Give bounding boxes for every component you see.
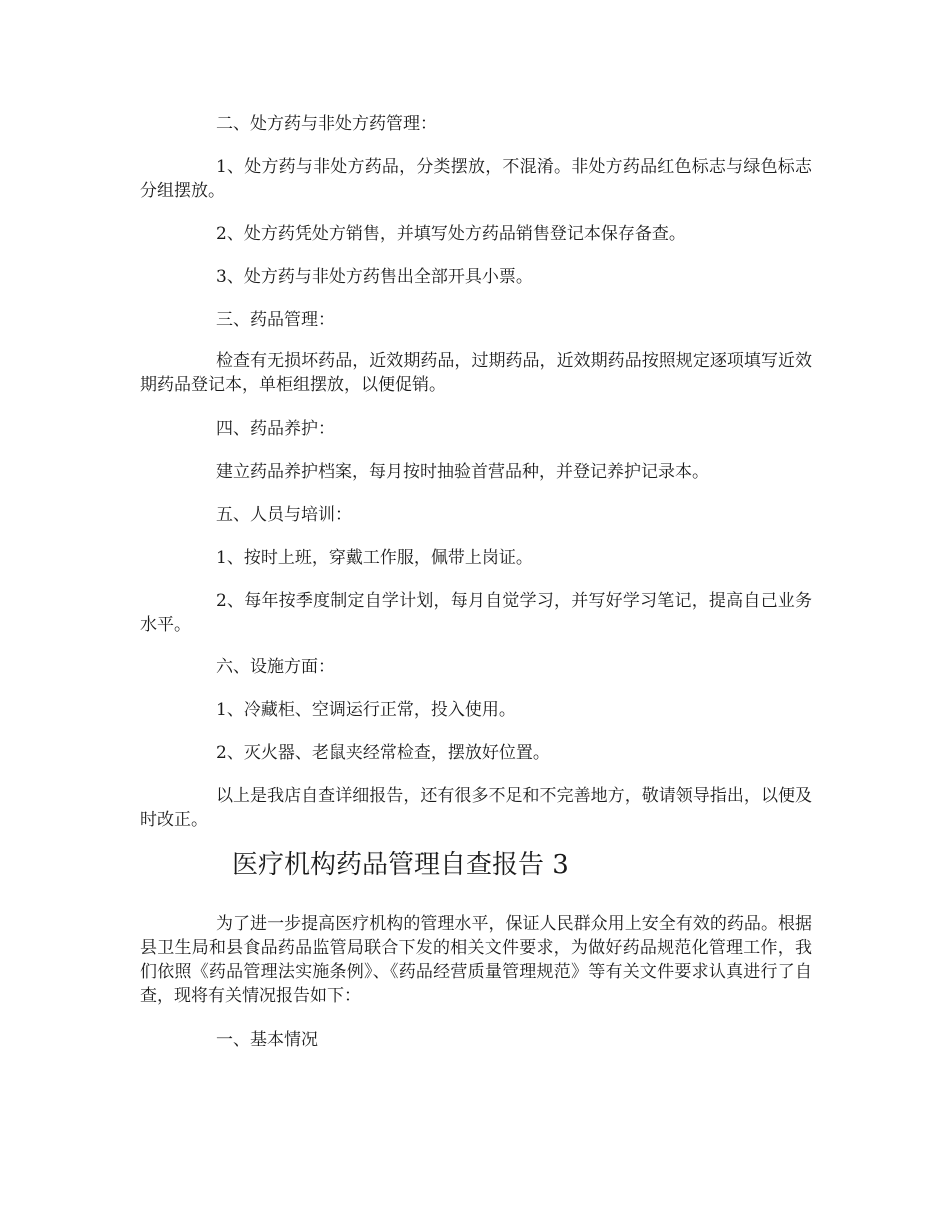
subheading-basic-situation: 一、基本情况 xyxy=(216,1030,318,1050)
heading-facilities: 六、设施方面： xyxy=(216,657,335,677)
section-title: 医疗机构药品管理自查报告 3 xyxy=(232,850,569,880)
paragraph-refrigeration: 1、冷藏柜、空调运行正常，投入使用。 xyxy=(216,700,516,720)
paragraph-expiry-check: 检查有无损坏药品，近效期药品，过期药品，近效期药品按照规定逐项填写近效期药品登记本，单柜组摆放，以便促销。 xyxy=(140,351,812,395)
heading-drug-management: 三、药品管理： xyxy=(216,310,335,330)
heading-drug-maintenance: 四、药品养护： xyxy=(216,419,335,439)
paragraph-maintenance-records: 建立药品养护档案，每月按时抽验首营品种，并登记养护记录本。 xyxy=(216,462,709,482)
paragraph-receipts: 3、处方药与非处方药售出全部开具小票。 xyxy=(216,267,533,287)
paragraph-conclusion: 以上是我店自查详细报告，还有很多不足和不完善地方，敬请领导指出，以便及时改正。 xyxy=(140,786,812,830)
heading-staff-training: 五、人员与培训： xyxy=(216,505,352,525)
paragraph-attendance: 1、按时上班，穿戴工作服，佩带上岗证。 xyxy=(216,548,533,568)
paragraph-classification: 1、处方药与非处方药品，分类摆放，不混淆。非处方药品红色标志与绿色标志分组摆放。 xyxy=(140,157,812,201)
paragraph-prescription-sales: 2、处方药凭处方销售，并填写处方药品销售登记本保存备查。 xyxy=(216,224,686,244)
paragraph-introduction: 为了进一步提高医疗机构的管理水平，保证人民群众用上安全有效的药品。根据县卫生局和县食品药品监管局联合下发的相关文件要求，为做好药品规范化管理工作，我们依照《药品管理法实施条例》、《药品经营质量管理规范》等有关文件要求认真进行了自查，现将有关情况报告如下： xyxy=(140,914,812,1006)
paragraph-self-study: 2、每年按季度制定自学计划，每月自觉学习，并写好学习笔记，提高自己业务水平。 xyxy=(140,591,812,635)
heading-prescription-management: 二、处方药与非处方药管理： xyxy=(216,114,437,134)
paragraph-fire-safety: 2、灭火器、老鼠夹经常检查，摆放好位置。 xyxy=(216,743,550,763)
